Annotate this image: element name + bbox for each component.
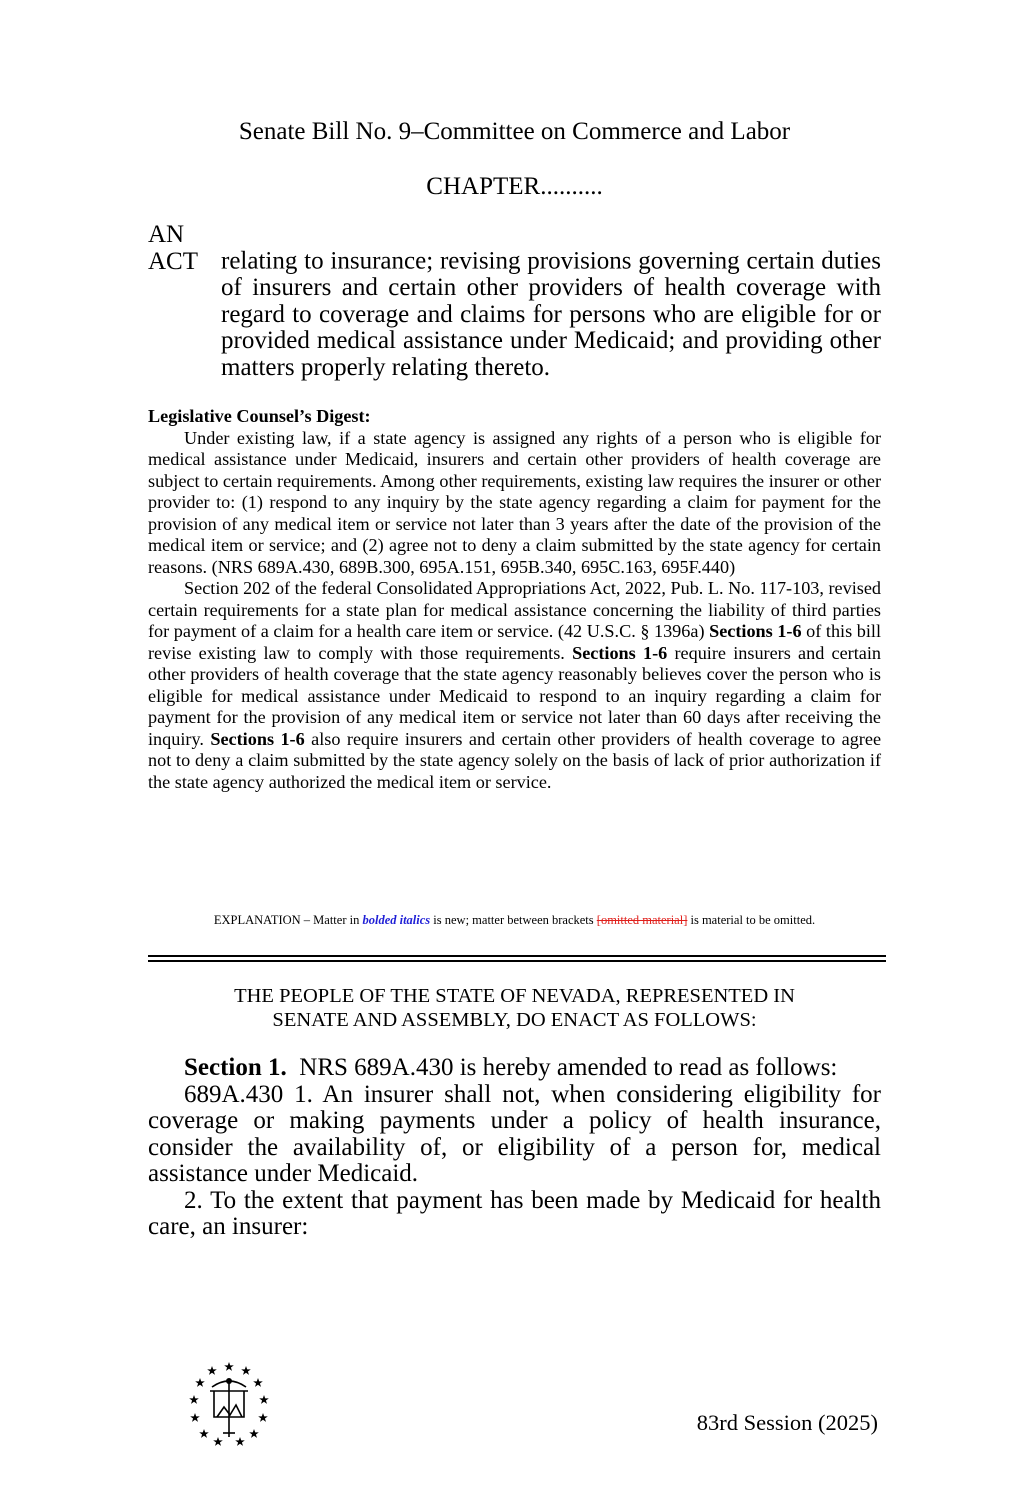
legislative-digest [148,406,881,793]
divider-rule [148,960,886,962]
session-label: 83rd Session (2025) [696,1410,878,1435]
enacting-clause [148,984,881,1032]
explanation-suffix: is material to be omitted. [690,913,816,927]
explanation-note [148,913,881,928]
digest-paragraph-2 [148,578,881,793]
section-1-intro-text: NRS 689A.430 is hereby amended to read as follows: [299,1054,838,1081]
section-1-label: Section 1. [184,1054,287,1081]
act-text: relating to insurance; revising provisions governing certain duties of insurers and certain other providers of health coverage with regard to coverage and claims for persons who are eligible for or provided medical assistance under Medicaid; and providing other matters properly relating thereto. [221,247,881,381]
explanation-middle: is new; matter between brackets [433,913,594,927]
bill-title: Senate Bill No. 9–Committee on Commerce and Labor [238,118,791,145]
enacting-clause-line-1: THE PEOPLE OF THE STATE OF NEVADA, REPRESENTED IN [234,985,795,1007]
section-1-intro [148,1055,881,1082]
digest-p2-text-g: also require insurers and certain other providers of health coverage to agree not to deny a claim submitted by the state agency solely on the basis of lack of prior authorization if the state agency authorized the medical item or service. [148,728,882,792]
enacting-clause-line-2: SENATE AND ASSEMBLY, DO ENACT AS FOLLOWS: [272,1009,757,1031]
digest-heading: Legislative Counsel’s Digest: [148,406,371,426]
digest-p2-text-c: of this bill revise existing law to comply with those requirements. [148,621,881,663]
digest-p2-text-e: require insurers and certain other providers of health coverage that the state agency reasonably believes cover the person who is eligible for medical assistance under Medicaid to respond to an inquiry regarding a claim for payment for the provision of any medical item or service not later than 60 days after receiving the inquiry. [148,642,882,749]
act-summary [148,222,881,381]
act-lead: AN ACT [148,221,198,275]
explanation-bolded-italics: bolded italics [362,913,431,927]
digest-p2-text-a: Section 202 of the federal Consolidated Appropriations Act, 2022, Pub. L. No. 117-103, revised certain requirements for a state plan for medical assistance concerning the liability of third parties for payment of a claim for a health care item or service. (42 U.S.C. § 1396a) [148,578,881,641]
chapter-line: CHAPTER.......... [426,173,603,200]
section-1-subsection-1: 689A.430 1. An insurer shall not, when considering eligibility for coverage or making payments under a policy of health insurance, consider the availability of, or eligibility of a person for, medical assistance under Medicaid. [148,1080,881,1187]
nevada-state-seal-icon [186,1361,272,1447]
digest-p2-sections-ref: Sections 1-6 [709,621,802,641]
divider-rule [148,955,886,957]
digest-p2-sections-ref: Sections 1-6 [210,728,305,749]
explanation-omitted: [omitted material] [596,913,688,927]
digest-paragraph-1: Under existing law, if a state agency is assigned any rights of a person who is eligible for medical assistance under Medicaid, insurers and certain other providers of health coverage are subject to certain requirements. Among other requirements, existing law requires the insurer or other provider to: (1) respond to any inquiry by the state agency regarding a claim for payment for the provision of any medical item or service not later than 3 years after the date of the provision of the medical item or service; and (2) agree not to deny a claim submitted by the state agency for certain reasons. (NRS 689A.430, 689B.300, 695A.151, 695B.340, 695C.163, 695F.440) [148,427,881,577]
bill-body [148,1055,881,1241]
bill-page [148,0,881,1503]
section-1-subsection-2: 2. To the extent that payment has been made by Medicaid for health care, an insurer: [148,1186,881,1240]
explanation-prefix: EXPLANATION – Matter in [213,913,360,927]
digest-p2-sections-ref: Sections 1-6 [572,642,668,663]
